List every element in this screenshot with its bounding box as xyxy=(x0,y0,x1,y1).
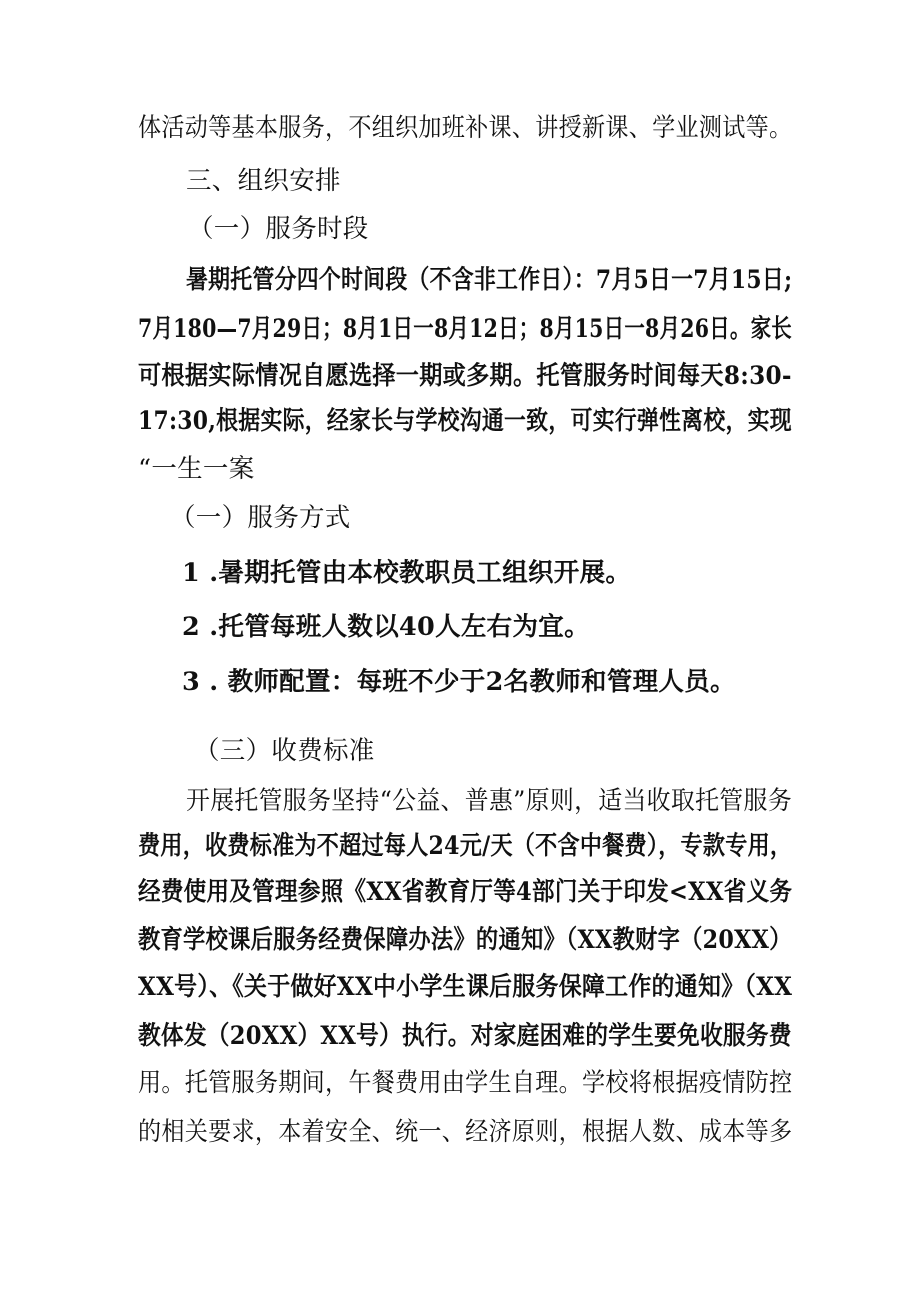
subsection-heading-fee-standard: （三）收费标准 xyxy=(194,736,375,766)
body-text-line-9: 经费使用及管理参照《XX省教育厅等4部门关于印发<XX省义务 xyxy=(138,877,793,907)
subsection-heading-service-period: （一）服务时段 xyxy=(188,214,369,244)
body-text-line-5: 17:30,根据实际，经家长与学校沟通一致，可实行弹性离校，实现 xyxy=(138,406,792,436)
body-text-line-13: 用。托管服务期间，午餐费用由学生自理。学校将根据疫情防控 xyxy=(138,1068,793,1098)
body-text-line-1: 体活动等基本服务，不组织加班补课、讲授新课、学业测试等。 xyxy=(138,113,793,143)
body-text-line-6: “一生一案 xyxy=(138,454,255,484)
body-text-line-7: 开展托管服务坚持“公益、普惠”原则，适当收取托管服务 xyxy=(186,786,792,816)
body-text-line-2: 暑期托管分四个时间段（不含非工作日）：7月5日一7月15日; xyxy=(186,265,793,295)
body-text-line-10: 教育学校课后服务经费保障办法》的通知》（XX教财字（20XX） xyxy=(138,925,792,955)
body-text-line-8: 费用，收费标准为不超过每人24元/天（不含中餐费），专款专用， xyxy=(138,831,793,861)
body-text-line-3: 7月180—7月29日；8月1日一8月12日；8月15日一8月26日。家长 xyxy=(138,314,793,344)
body-text-line-11: XX号）、《关于做好XX中小学生课后服务保障工作的通知》（XX xyxy=(138,972,793,1002)
subsection-heading-service-method: （一）服务方式 xyxy=(170,503,351,533)
list-item-2: 2 .托管每班人数以40人左右为宜。 xyxy=(182,612,590,642)
body-text-line-4: 可根据实际情况自愿选择一期或多期。托管服务时间每天8:30- xyxy=(138,361,792,391)
list-item-1: 1 .暑期托管由本校教职员工组织开展。 xyxy=(182,558,632,588)
body-text-line-12: 教体发（20XX）XX号）执行。对家庭困难的学生要免收服务费 xyxy=(138,1021,792,1051)
section-heading-3: 三、组织安排 xyxy=(186,166,341,196)
list-item-3: 3 . 教师配置：每班不少于2名教师和管理人员。 xyxy=(182,667,736,697)
body-text-line-14: 的相关要求，本着安全、统一、经济原则，根据人数、成本等多 xyxy=(138,1117,793,1147)
